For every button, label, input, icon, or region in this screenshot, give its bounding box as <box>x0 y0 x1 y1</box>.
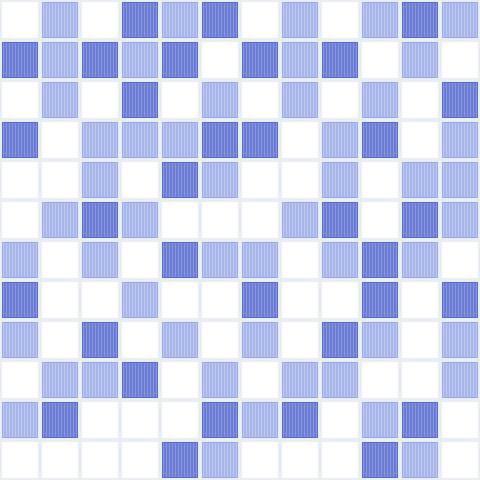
tile-light <box>282 202 318 238</box>
tile-dark <box>2 122 38 158</box>
tile-dark <box>162 162 198 198</box>
tile-white <box>402 282 438 318</box>
tile-light <box>122 122 158 158</box>
tile-dark <box>122 82 158 118</box>
tile-white <box>122 402 158 438</box>
tile-white <box>242 202 278 238</box>
tile-white <box>322 2 358 38</box>
tile-white <box>322 282 358 318</box>
tile-light <box>402 162 438 198</box>
tile-dark <box>202 122 238 158</box>
tile-dark <box>322 42 358 78</box>
tile-dark <box>362 442 398 478</box>
tile-dark <box>242 42 278 78</box>
tile-light <box>282 82 318 118</box>
tile-light <box>202 442 238 478</box>
tile-light <box>322 362 358 398</box>
tile-white <box>402 82 438 118</box>
tile-light <box>282 362 318 398</box>
tile-light <box>322 242 358 278</box>
tile-white <box>202 322 238 358</box>
tile-light <box>202 242 238 278</box>
tile-white <box>82 402 118 438</box>
tile-light <box>202 362 238 398</box>
tile-white <box>322 402 358 438</box>
tile-light <box>42 2 78 38</box>
tile-light <box>82 362 118 398</box>
tile-dark <box>202 402 238 438</box>
tile-light <box>402 42 438 78</box>
tile-white <box>42 162 78 198</box>
tile-dark <box>362 122 398 158</box>
tile-light <box>442 122 478 158</box>
tile-white <box>122 162 158 198</box>
tile-light <box>442 202 478 238</box>
tile-dark <box>2 42 38 78</box>
tile-dark <box>362 282 398 318</box>
tile-light <box>362 82 398 118</box>
tile-dark <box>2 282 38 318</box>
tile-white <box>282 442 318 478</box>
tile-white <box>242 362 278 398</box>
tile-white <box>362 202 398 238</box>
tile-light <box>42 42 78 78</box>
tile-white <box>42 442 78 478</box>
tile-light <box>2 322 38 358</box>
tile-white <box>442 402 478 438</box>
tile-white <box>42 322 78 358</box>
tile-light <box>2 242 38 278</box>
tile-dark <box>162 442 198 478</box>
tile-white <box>2 442 38 478</box>
tile-light <box>162 2 198 38</box>
tile-dark <box>322 322 358 358</box>
tile-dark <box>402 402 438 438</box>
tile-white <box>82 282 118 318</box>
tile-light <box>402 242 438 278</box>
tile-light <box>242 242 278 278</box>
tile-light <box>362 322 398 358</box>
tile-white <box>282 162 318 198</box>
tile-white <box>162 82 198 118</box>
tile-dark <box>122 362 158 398</box>
tile-light <box>362 2 398 38</box>
tile-white <box>202 202 238 238</box>
tile-light <box>282 42 318 78</box>
tile-light <box>322 122 358 158</box>
tile-white <box>42 122 78 158</box>
tile-light <box>442 2 478 38</box>
tile-light <box>442 162 478 198</box>
tile-white <box>42 282 78 318</box>
tile-white <box>362 362 398 398</box>
tile-light <box>122 282 158 318</box>
tile-white <box>242 82 278 118</box>
tile-white <box>42 242 78 278</box>
tile-white <box>242 162 278 198</box>
tile-dark <box>82 322 118 358</box>
tile-light <box>42 202 78 238</box>
tile-light <box>82 242 118 278</box>
tile-white <box>122 442 158 478</box>
tile-white <box>442 242 478 278</box>
tile-dark <box>442 82 478 118</box>
tile-dark <box>362 242 398 278</box>
tile-dark <box>402 2 438 38</box>
tile-white <box>2 202 38 238</box>
tile-dark <box>402 202 438 238</box>
tile-dark <box>42 402 78 438</box>
tile-light <box>242 322 278 358</box>
tile-white <box>282 282 318 318</box>
tile-light <box>402 442 438 478</box>
tile-light <box>2 402 38 438</box>
tile-light <box>82 162 118 198</box>
tile-white <box>82 442 118 478</box>
tile-white <box>442 442 478 478</box>
tile-white <box>402 362 438 398</box>
tile-dark <box>82 42 118 78</box>
tile-white <box>402 122 438 158</box>
tile-white <box>162 402 198 438</box>
tile-white <box>2 362 38 398</box>
tile-light <box>362 402 398 438</box>
tile-white <box>202 282 238 318</box>
tile-dark <box>202 2 238 38</box>
tile-light <box>322 162 358 198</box>
tile-white <box>82 2 118 38</box>
tile-light <box>442 322 478 358</box>
tile-white <box>122 242 158 278</box>
tile-white <box>442 42 478 78</box>
tile-white <box>202 42 238 78</box>
tile-light <box>162 322 198 358</box>
tile-white <box>162 282 198 318</box>
tile-white <box>2 82 38 118</box>
tile-light <box>82 122 118 158</box>
tile-light <box>202 162 238 198</box>
tile-light <box>162 122 198 158</box>
tile-white <box>322 442 358 478</box>
tile-light <box>202 82 238 118</box>
tile-white <box>242 442 278 478</box>
tile-light <box>442 362 478 398</box>
tile-dark <box>122 2 158 38</box>
tile-white <box>162 362 198 398</box>
tile-dark <box>162 242 198 278</box>
tile-dark <box>82 202 118 238</box>
tile-white <box>2 2 38 38</box>
tile-light <box>282 2 318 38</box>
tile-dark <box>282 402 318 438</box>
tile-white <box>162 202 198 238</box>
tile-white <box>322 82 358 118</box>
tile-white <box>402 322 438 358</box>
tile-light <box>122 202 158 238</box>
tile-white <box>362 42 398 78</box>
tile-white <box>282 322 318 358</box>
tile-white <box>122 322 158 358</box>
tile-light <box>122 42 158 78</box>
tile-dark <box>442 282 478 318</box>
tile-white <box>242 2 278 38</box>
tile-dark <box>242 282 278 318</box>
tile-white <box>282 242 318 278</box>
tile-light <box>242 402 278 438</box>
tile-white <box>2 162 38 198</box>
tile-dark <box>242 122 278 158</box>
tile-white <box>282 122 318 158</box>
tile-light <box>42 82 78 118</box>
tile-dark <box>322 202 358 238</box>
tile-dark <box>162 42 198 78</box>
tile-white <box>362 162 398 198</box>
tile-light <box>42 362 78 398</box>
tile-white <box>82 82 118 118</box>
